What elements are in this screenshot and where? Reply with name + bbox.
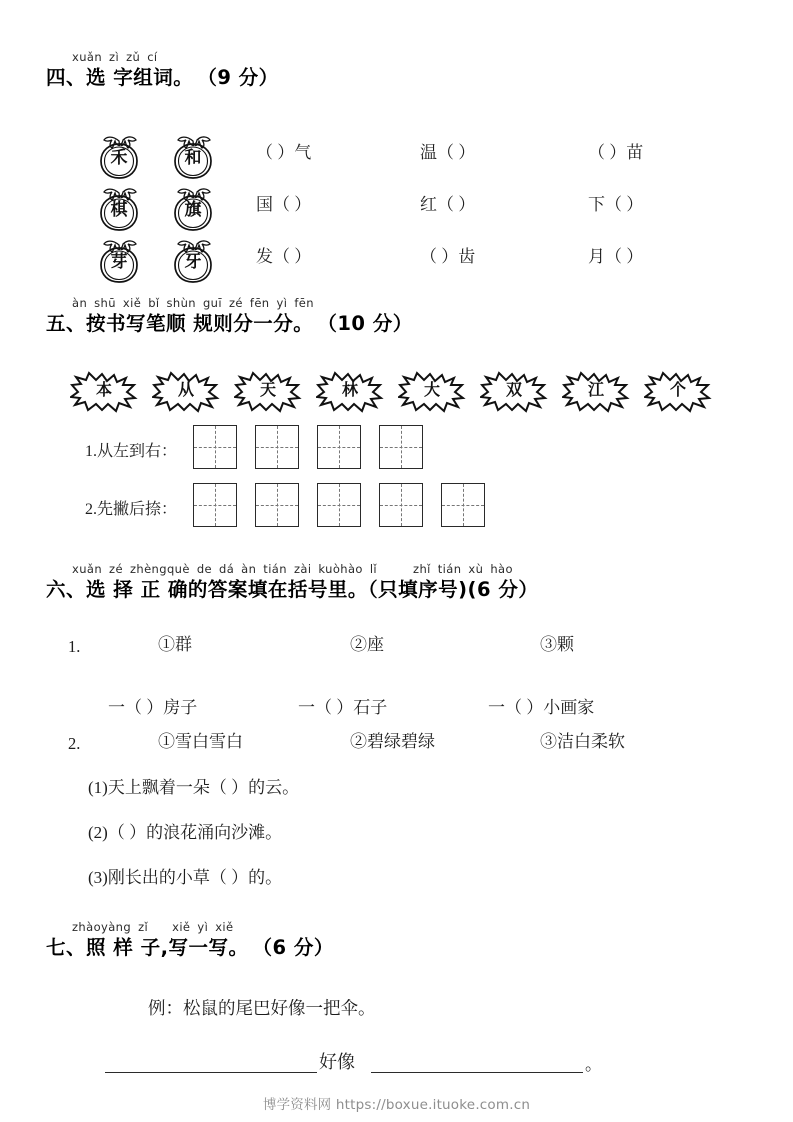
pinyin-syllable: zhàoyàng [72, 920, 132, 934]
pinyin-syllable: lǐ [369, 562, 378, 576]
fill-blank-sentence[interactable]: (1)天上飘着一朵（ ）的云。 [88, 778, 300, 797]
pinyin-syllable: kuòhào [318, 562, 363, 576]
leaf-card [234, 371, 302, 413]
option-item[interactable]: ③颗 [540, 635, 574, 654]
answer-line-left[interactable] [105, 1072, 317, 1073]
leaf-card [152, 371, 220, 413]
apple-character: 牙 [184, 252, 202, 271]
pinyin-syllable: yì [276, 296, 288, 310]
answer-line-right[interactable] [371, 1072, 583, 1073]
leaf-card [70, 371, 138, 413]
section-number-7: 七、 [46, 936, 87, 959]
section-title-4 [46, 65, 279, 90]
apple-character: 棋 [110, 200, 128, 219]
writing-box[interactable] [441, 483, 485, 527]
pinyin-syllable: hào [490, 562, 513, 576]
fill-blank-sentence[interactable]: (2)（ ）的浪花涌向沙滩。 [88, 823, 283, 842]
section-title-text-7: 照 样 子,写一写。 [86, 936, 249, 959]
pinyin-syllable: xiě [172, 920, 191, 934]
writing-box[interactable] [193, 425, 237, 469]
pinyin-syllable: tián [437, 562, 462, 576]
section-score-6: （只填序号)(6 分） [367, 578, 539, 601]
section-heading-5 [46, 296, 413, 336]
leaf-character: 双 [505, 382, 522, 399]
pinyin-syllable: dá [219, 562, 235, 576]
leaf-character: 林 [341, 382, 358, 399]
sentence-pattern-word: 好像 [319, 1052, 355, 1072]
section-heading-4 [46, 50, 279, 90]
apple-character: 旗 [184, 200, 202, 219]
option-item[interactable]: ②座 [350, 635, 384, 654]
fill-blank-item[interactable]: 温（ ） [420, 143, 476, 162]
footer-watermark: 博学资料网 https://boxue.ituoke.com.cn [262, 1097, 531, 1113]
fill-blank-item[interactable]: 下（ ） [588, 195, 644, 214]
section-number-5: 五、 [46, 312, 87, 335]
apple-card [166, 180, 220, 234]
writing-box[interactable] [317, 425, 361, 469]
leaf-character: 从 [177, 382, 194, 399]
writing-box[interactable] [193, 483, 237, 527]
pinyin-syllable: guī [202, 296, 222, 310]
fill-blank-item[interactable]: （ ）苗 [588, 143, 644, 162]
pinyin-syllable: cí [147, 50, 158, 64]
pinyin-syllable: shùn [166, 296, 196, 310]
apple-card [92, 128, 146, 182]
fill-blank-item[interactable]: 国（ ） [256, 195, 312, 214]
pinyin-line-5 [72, 296, 413, 311]
fill-blank-item[interactable]: （ ）齿 [420, 247, 476, 266]
leaf-card [562, 371, 630, 413]
pinyin-syllable: xiě [215, 920, 234, 934]
leaf-card [398, 371, 466, 413]
sentence-end-mark: 。 [585, 1055, 602, 1074]
writing-box[interactable] [255, 483, 299, 527]
stroke-rule-label-2: 2.先撇后捺： [85, 501, 178, 518]
fill-blank-item[interactable]: 一（ ）小画家 [488, 698, 595, 717]
apple-card [166, 128, 220, 182]
section-title-text-6: 选 择 正 确的答案填在括号里。 [86, 578, 368, 601]
pinyin-syllable: zé [109, 562, 123, 576]
leaf-character: 天 [259, 382, 276, 399]
section-heading-6 [46, 562, 539, 602]
pinyin-syllable: zé [228, 296, 243, 310]
option-item[interactable]: ①雪白雪白 [158, 732, 243, 751]
writing-box[interactable] [255, 425, 299, 469]
pinyin-syllable: fēn [249, 296, 270, 310]
pinyin-syllable: àn [241, 562, 257, 576]
pinyin-syllable: xù [468, 562, 484, 576]
fill-blank-sentence[interactable]: (3)刚长出的小草（ ）的。 [88, 868, 283, 887]
fill-blank-item[interactable]: 一（ ）房子 [108, 698, 198, 717]
pinyin-syllable: xuǎn [72, 50, 103, 64]
leaf-character: 个 [669, 382, 686, 399]
pinyin-syllable: shū [94, 296, 116, 310]
leaf-character: 本 [95, 382, 112, 399]
stroke-rule-label-1: 1.从左到右： [85, 443, 178, 460]
leaf-character: 大 [423, 382, 440, 399]
leaf-card [644, 371, 712, 413]
pinyin-syllable: bǐ [148, 296, 160, 310]
apple-character: 和 [184, 148, 202, 167]
question-number-1: 1. [68, 637, 81, 656]
leaf-character: 江 [587, 382, 604, 399]
section-score-4: （9 分） [197, 66, 279, 89]
section-title-6 [46, 577, 538, 602]
leaf-card [480, 371, 548, 413]
section-title-text-4: 选 字组词。 [86, 66, 194, 89]
pinyin-syllable: xiě [122, 296, 142, 310]
section-number-4: 四、 [46, 66, 87, 89]
pinyin-syllable: tián [263, 562, 287, 576]
pinyin-syllable: zǔ [126, 50, 141, 64]
fill-blank-item[interactable]: 一（ ）石子 [298, 698, 388, 717]
pinyin-syllable: zhèngquè [129, 562, 190, 576]
example-sentence: 例：松鼠的尾巴好像一把伞。 [148, 998, 376, 1018]
option-item[interactable]: ②碧绿碧绿 [350, 732, 435, 751]
section-title-7 [46, 935, 334, 960]
pinyin-line-4 [72, 50, 279, 65]
section-title-5 [46, 311, 413, 336]
pinyin-syllable: àn [72, 296, 88, 310]
fill-blank-item[interactable]: （ ）气 [256, 143, 312, 162]
question-number-2: 2. [68, 734, 81, 753]
apple-card [92, 180, 146, 234]
pinyin-line-6 [72, 562, 538, 577]
leaf-card [316, 371, 384, 413]
section-title-text-5: 按书写笔顺 规则分一分。 [86, 312, 314, 335]
pinyin-syllable: zài [293, 562, 312, 576]
writing-box[interactable] [317, 483, 361, 527]
fill-blank-item[interactable]: 红（ ） [420, 195, 476, 214]
apple-character: 芽 [110, 252, 128, 271]
fill-blank-item[interactable]: 月（ ） [588, 247, 644, 266]
apple-card [166, 232, 220, 286]
fill-blank-item[interactable]: 发（ ） [256, 247, 312, 266]
option-item[interactable]: ③洁白柔软 [540, 732, 625, 751]
section-heading-7 [46, 920, 334, 960]
section-number-6: 六、 [46, 578, 87, 601]
pinyin-syllable: de [196, 562, 212, 576]
section-score-5: （10 分） [317, 312, 413, 335]
pinyin-syllable: zǐ [138, 920, 149, 934]
apple-card [92, 232, 146, 286]
apple-character: 禾 [110, 148, 128, 167]
section-score-7: （6 分） [252, 936, 334, 959]
pinyin-syllable: fēn [294, 296, 314, 310]
pinyin-syllable: zì [109, 50, 120, 64]
pinyin-syllable: yì [197, 920, 209, 934]
option-item[interactable]: ①群 [158, 635, 192, 654]
pinyin-syllable: zhǐ [413, 562, 431, 576]
pinyin-line-7 [72, 920, 334, 935]
writing-box[interactable] [379, 425, 423, 469]
pinyin-syllable: xuǎn [72, 562, 103, 576]
writing-box[interactable] [379, 483, 423, 527]
